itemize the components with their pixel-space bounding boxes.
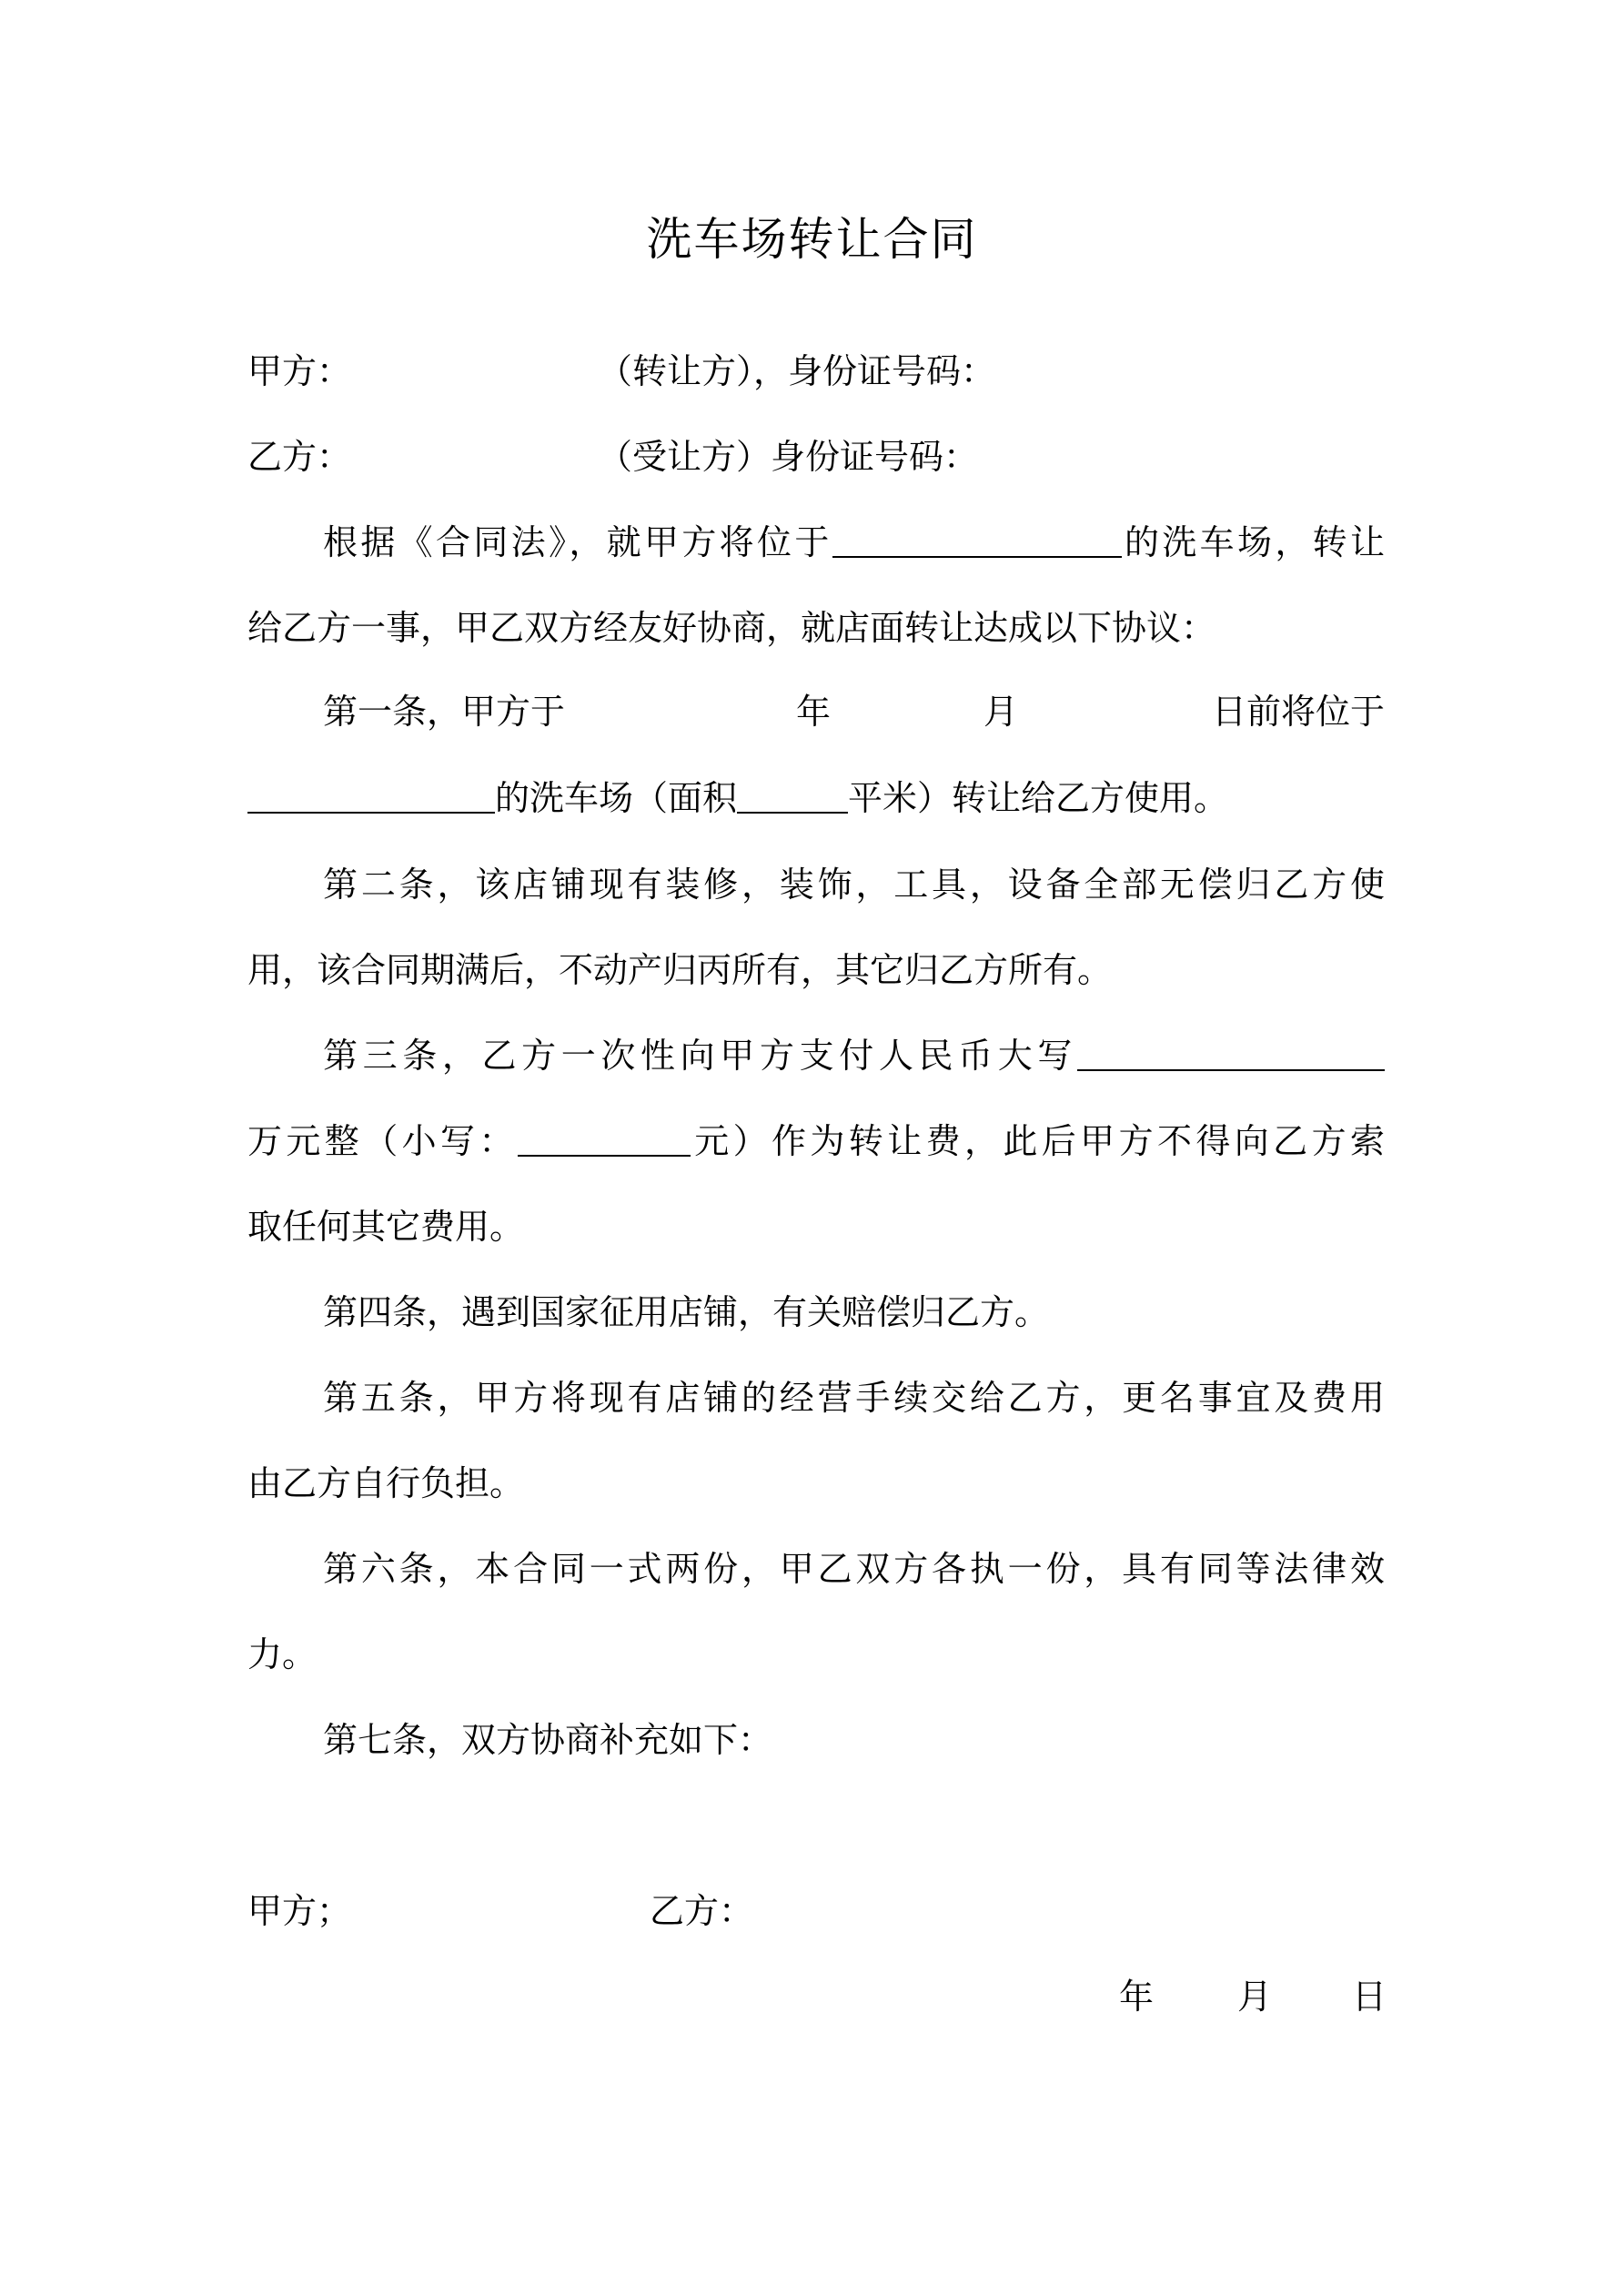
article-2-line-1: 第二条，该店铺现有装修，装饰，工具，设备全部无偿归乙方使 [323,865,1385,905]
article-2-line-2: 用，该合同期满后，不动产归丙所有，其它归乙方所有。 [247,950,1113,990]
preamble-text-a: 根据《合同法》，就甲方将位于 [323,522,832,562]
article-1-prefix: 第一条，甲方于 [323,692,566,732]
signature-line [247,1884,1385,1938]
signature-day: 日 [1352,1977,1387,2017]
article-5-line-2: 由乙方自行负担。 [247,1463,525,1503]
location-blank-2 [247,779,495,814]
article-1-line-1 [323,684,1385,739]
article-1-text-b: 平米）转让给乙方使用。 [848,778,1229,818]
article-3-text-a: 万元整（小写： [247,1121,518,1161]
article-1-line-2 [247,771,1385,825]
article-1-text-a: 的洗车场（面积 [495,778,738,818]
article-3-text: 第三条，乙方一次性向甲方支付人民币大写 [323,1036,1077,1076]
signature-party-a: 甲方； [247,1891,352,1931]
preamble-text-b: 的洗车场，转让 [1121,522,1385,562]
article-1-suffix: 日前将位于 [1211,692,1385,732]
article-1-year: 年 [796,692,832,732]
article-6-line-1: 第六条，本合同一式两份，甲乙双方各执一份，具有同等法律效 [323,1549,1385,1589]
signature-month: 月 [1237,1977,1273,2017]
amount-words-blank [1077,1037,1385,1071]
location-blank [832,523,1122,558]
amount-digits-blank [518,1122,691,1157]
party-b-line [247,430,1385,484]
article-3-line-2 [247,1114,1385,1168]
article-7-line: 第七条，双方协商补充如下： [323,1720,773,1760]
party-a-line [247,344,1385,399]
preamble-line-1 [323,515,1385,570]
article-3-text-b: 元）作为转让费，此后甲方不得向乙方索 [690,1121,1385,1161]
article-6-line-2: 力。 [247,1634,318,1674]
document-title: 洗车场转让合同 [646,213,978,266]
article-1-month: 月 [983,692,1019,732]
signature-year: 年 [1119,1977,1155,2017]
article-4-line: 第四条，遇到国家征用店铺，有关赔偿归乙方。 [323,1292,1050,1332]
area-blank [737,779,848,814]
signature-party-b: 乙方： [650,1891,754,1931]
preamble-line-2: 给乙方一事，甲乙双方经友好协商，就店面转让达成以下协议： [247,608,1216,648]
article-3-line-1 [323,1028,1385,1083]
party-a-role: （转让方），身份证号码： [598,351,996,391]
signature-date-line [247,1969,1385,2024]
article-3-line-3: 取任何其它费用。 [247,1207,525,1247]
party-a-label: 甲方： [247,351,352,391]
article-5-line-1: 第五条，甲方将现有店铺的经营手续交给乙方，更名事宜及费用 [323,1378,1385,1418]
party-b-label: 乙方： [247,437,352,477]
party-b-role: （受让方）身份证号码： [598,437,979,477]
